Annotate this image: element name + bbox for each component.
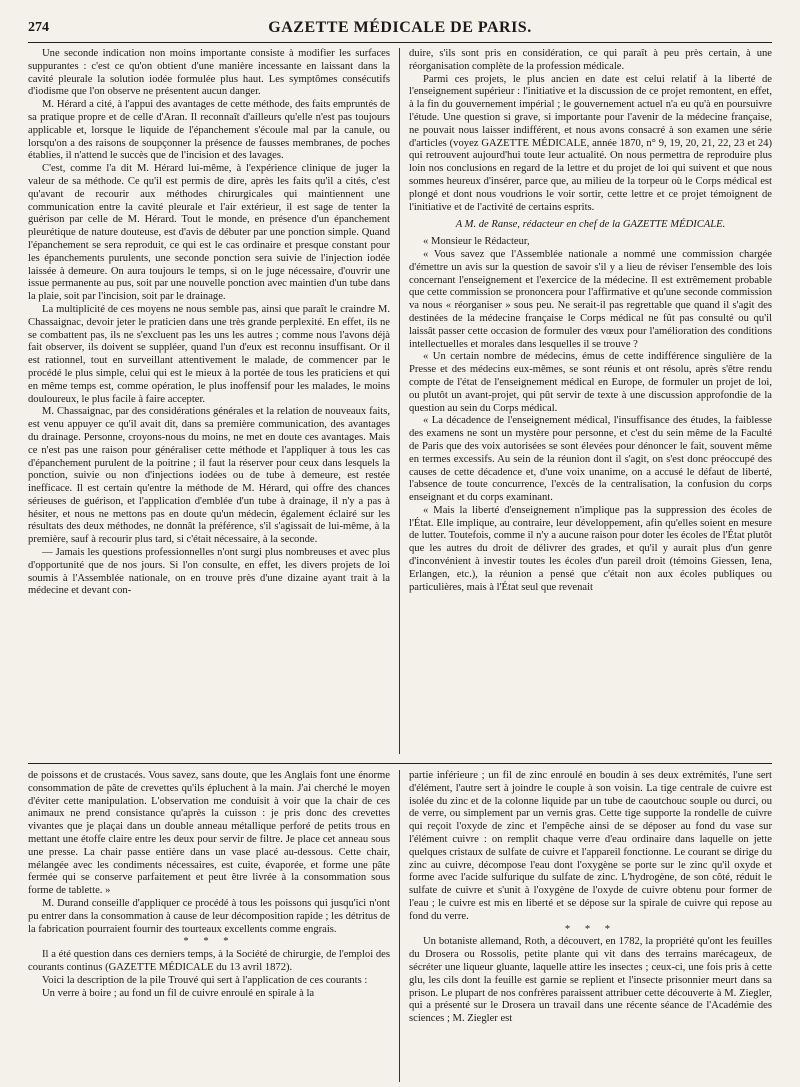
paragraph: La multiplicité de ces moyens ne nous semble pas, ainsi que paraît le craindre M. Chassaignac, devoir jeter le praticien dans une très grande perplexité. En effet, ils ne se combattent pas, ils ne s'excluent pas les uns les autres ; comme nous l'avons déjà fait observer, ils doivent se suppléer, quand l'un d'eux est reconnu insuffisant. Or il est rationnel, tout en surveillant attentivement le malade, de commencer par le procédé le plus simple, celui qui est le mieux à la portée de tous les praticiens et qui en même temps est, comme opération, le plus inoffensif pour les malades, le moins douloureux, le plus facile à faire accepter.: [28, 303, 390, 405]
paragraph: M. Hérard a cité, à l'appui des avantages de cette méthode, des faits empruntés de sa pratique propre et de celle d'Aran. Il reconnaît d'ailleurs qu'elle n'est pas toujours applicable et, lorsque le liquide de l'épanchement s'écoule mal par la canule, ou lorsqu'on a des raisons de soupçonner la présence de fausses membranes, de poches établies, il n'attend le succès que de l'incision et des lavages.: [28, 99, 390, 162]
column-divider: [399, 48, 400, 754]
paragraph: C'est, comme l'a dit M. Hérard lui-même, à l'expérience clinique de juger la valeur de sa méthode. Ce qu'il est permis de dire, après les faits qu'il a cités, c'est qu'avant de recourir aux méthodes chirurgicales qui maintiennent une communication entre la cavité pleurale et l'air extérieur, il est sage de tenter la guérison par celle de M. Hérard. Tout le monde, en présence d'un épanchement pleurétique de nature douteuse, est d'avis de débuter par une ponction simple. Quand l'épanchement se sera reproduit, ce qui est le cas ordinaire et presque constant pour les épanchements purulents, une seconde ponction sera suivie de l'injection iodée laissée à demeure. On aura toujours le temps, si on le juge nécessaire, d'ouvrir une issue permanente au pus, soit par une nouvelle ponction avec maintien d'un tube dans la plaie, soit par l'incision, soit par le drainage.: [28, 163, 390, 303]
paragraph: Un botaniste allemand, Roth, a découvert, en 1782, la propriété qu'ont les feuilles du Drosera ou Rossolis, petite plante qui vit dans des terrains marécageux, de sécréter une liqueur gluante, laquelle attire les insectes ; ceux-ci, une fois pris à cette glu, les cils dont la feuille est garnie se replient et l'insecte prisonnier meurt dans sa prison. Le plupart de nos confrères paraissent attribuer cette découverte à M. Ziegler, qui a présenté sur le Drosera un travail dans une récente séance de l'Académie des sciences ; M. Ziegler est: [409, 936, 772, 1025]
paragraph: Un verre à boire ; au fond un fil de cuivre enroulé en spirale à la: [42, 987, 315, 999]
paragraph: Voici la description de la pile Trouvé qui sert à l'application de ces courants :: [42, 974, 368, 986]
bottom-right-column: [409, 770, 772, 1082]
paragraph: de poissons et de crustacés. Vous savez, sans doute, que les Anglais font une énorme consommation de pâte de crevettes qu'ils épluchent à la main. J'ai cherché le moyen d'éviter cette manipulation. L'observation me conduisit à voir que la chair de ces animaux ne prend consistance qu'après la cuisson : je pris donc des crevettes vivantes que je plaçai dans un double anneau métallique perforé de petits trous en mettant une étoffe claire entre les deux pour servir de filtre. Je place cet anneau sous une presse. La chair passe entière dans un vase placé au-dessous. Cette chair, mélangée avec les condiments nécessaires, est cuite, évaporée, et forme une pâte fermée qui se conserve parfaitement et peut être livrée à la consommation sous forme de tablette. »: [28, 770, 390, 897]
paragraph: partie inférieure ; un fil de zinc enroulé en boudin à ses deux extrémités, l'une sert d'élément, l'autre sert à joindre le couple à son voisin. La tige centrale de cuivre est isolée du zinc et de la colonne liquide par un tube de caoutchouc souple ou durci, ou de verre, ou simplement par un vernis gras. Cette tige supporte la rondelle de cuivre qui reçoit l'oxyde de zinc et l'empêche ainsi de se déposer au fond du vase sur l'élément cuivre : on remplit chaque verre d'eau ordinaire dans laquelle on jette quelques cristaux de sulfate de cuivre et l'appareil fonctionne. Le courant se dirige du zinc au cuivre, décompose l'eau dont l'oxygène se porte sur le zinc qu'il oxyde et forme avec l'acide sulfurique du sulfate de zinc. L'hydrogène, de son côté, réduit le sulfate de cuivre et s'unit à l'oxygène de l'oxyde de cuivre obtenu pour former de l'eau ; le cuivre est mis en liberté et se dépose sur la spirale de cuivre qui repose au fond du verre.: [409, 770, 772, 922]
letter-paragraph: « Mais la liberté d'enseignement n'implique pas la suppression des écoles de l'État. Elle implique, au contraire, leur développement, afin qu'elles soient en mesure de lutter. Toutefois, comme il n'y a aucune raison pour doter les écoles de l'État plutôt que les autres du droit de délivrer des grades, et qu'il y aurait plus d'un genre d'inconvénient à investir toutes les écoles d'un pareil droit (témoins Giessen, Iena, Erlangen, etc.), la réunion a pensé que c'était non aux écoles publiques ou particulières, mais à l'État seul que revenait: [409, 504, 772, 593]
paragraph: Il a été question dans ces derniers temps, à la Société de chirurgie, de l'emploi des courants continus (GAZETTE MÉDICALE du 13 avril 1872).: [28, 949, 390, 973]
paragraph: M. Durand conseille d'appliquer ce procédé à tous les poissons qui jusqu'ici n'ont pu entrer dans la consommation à cause de leur décomposition rapide ; les détritus de la fabrication pourraient fournir des tourteaux excellents comme engrais.: [28, 897, 390, 935]
top-right-column: [409, 48, 772, 754]
column-divider: [399, 770, 400, 1082]
paragraph: duire, s'ils sont pris en considération, ce qui paraît à peu près certain, à une réorganisation complète de la profession médicale.: [409, 48, 772, 72]
separator: * * *: [564, 923, 617, 935]
section-rule: [28, 763, 772, 764]
letter-heading: A M. de Ranse, rédacteur en chef de la GAZETTE MÉDICALE.: [455, 219, 726, 231]
letter-paragraph: « Vous savez que l'Assemblée nationale a nommé une commission chargée d'émettre un avis sur la question de savoir s'il y a lieu de réviser l'ensemble des lois concernant l'enseignement et l'exercice de la médecine. Il est extrêmement probable que cette commission se prononcera pour l'affirmative et qu'une seconde commission va nous « réorganiser » sous peu. Ne serait-il pas regrettable que quand il s'agit des destinées de la médecine française le Corps médical ne fût pas consulté ou qu'il laissât passer cette occasion de formuler des vœux pour l'amélioration des conditions intellectuelles et morales dans lesquelles il se trouve ?: [409, 248, 772, 350]
header-rule: [28, 42, 772, 43]
paragraph: — Jamais les questions professionnelles n'ont surgi plus nombreuses et avec plus d'opportunité que de nos jours. Si l'on consulte, en effet, les divers projets de loi soumis à l'Assemblée nationale, on en trouve près d'une dizaine ayant trait à la médecine et devant con-: [28, 547, 390, 597]
paragraph: M. Chassaignac, par des considérations générales et la relation de nouveaux faits, est venu appuyer ce qu'il avait dit, dans sa première communication, des avantages du drainage. Personne, croyons-nous du moins, ne met en doute ces avantages. Mais ce n'est pas une raison pour généraliser cette méthode et l'appliquer à tous les cas d'épanchement purulent de la poitrine ; il faut la réserver pour ceux dans lesquels la ponction, suivie ou non d'injections iodées ou de tube à demeure, est restée inefficace. Il est certain qu'entre la méthode de M. Hérard, qui offre des chances sérieuses de guérison, et l'application d'emblée d'un tube à drainage, il n'y a pas à hésiter, et nous ne mettons pas en doute qu'un médecin, également éclairé sur les résultats des deux méthodes, ne donnât la préférence, s'il s'agissait de lui-même, à la première, sauf à recourir plus tard, si c'était nécessaire, à la seconde.: [28, 406, 390, 546]
bottom-left-column: [28, 770, 390, 1082]
top-left-column: [28, 48, 390, 754]
letter-paragraph: « Un certain nombre de médecins, émus de cette indifférence singulière de la Presse et des médecins eux-mêmes, se sont réunis et ont résolu, après s'être rendu compte de l'état de l'enseignement médical en Europe, de formuler un projet de loi, ou plutôt un avant-projet, qui pût servir de texte à une discussion approfondie de la question au sein du Corps médical.: [409, 351, 772, 414]
paragraph: Parmi ces projets, le plus ancien en date est celui relatif à la liberté de l'enseignement supérieur : l'initiative et la discussion de ce projet remontent, en effet, à la fin du gouvernement impérial ; le gouvernement actuel n'a eu qu'à en poursuivre l'étude. Une question si grave, si importante pour l'avenir de la médecine française, ne pouvait nous laisser indifférent, et nous avons consacré à son examen une série d'articles (voyez GAZETTE MÉDICALE, année 1870, n° 9, 19, 20, 21, 22, 23 et 24) qui retrouvent aujourd'hui toute leur actualité. On nous permettra de reproduire plus loin nos conclusions en regard de la lettre et du projet de loi qui suivent et que nous sommes heureux d'insérer, parce que, au milieu de la torpeur où le Corps médical est plongé et dont nous voudrions le voir sortir, cette lettre et ce projet témoignent de l'initiative et de l'activité de certains esprits.: [409, 73, 772, 213]
letter-paragraph: « La décadence de l'enseignement médical, l'insuffisance des études, la faiblesse des examens ne sont un mystère pour personne, et c'est du sein même de la Faculté de Paris que des voix autorisées se sont élevées pour dénoncer le fait, souvent même en termes excessifs. Au sein de la réunion dont il s'agit, on s'est donc préoccupé des causes de cette décadence et, d'une voix unanime, on a accusé le défaut de liberté, l'absence de toute concurrence, l'excès de la centralisation, la confusion du corps enseignant et du corps examinant.: [409, 415, 772, 504]
separator: * * *: [183, 936, 235, 948]
page-header: [28, 18, 772, 40]
paragraph: Une seconde indication non moins importante consiste à modifier les surfaces suppurantes : c'est ce qu'on obtient d'une manière incessante en laissant dans la cavité pleurale la solution iodée formulée plus haut. Les symptômes consécutifs d'iodisme que l'on observe ne présentent aucun danger.: [28, 48, 390, 98]
letter-paragraph: « Monsieur le Rédacteur,: [423, 236, 530, 248]
journal-title: GAZETTE MÉDICALE DE PARIS.: [268, 19, 532, 36]
page-number: 274: [28, 20, 49, 35]
